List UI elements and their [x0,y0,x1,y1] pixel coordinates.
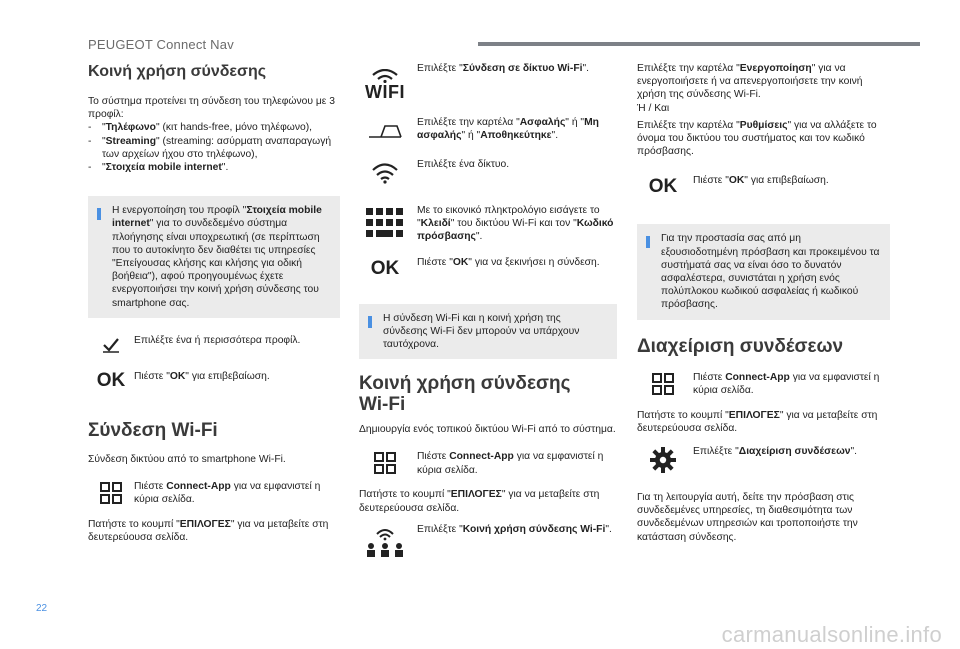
grid-icon [88,478,134,508]
bullet-streaming: - "Streaming" (streaming: ασύρματη αναπαραγωγή των αρχείων ήχου στο τηλέφωνο), [88,135,332,160]
section-title-wifi-connection: Σύνδεση Wi-Fi [88,419,218,441]
column-2 [359,62,617,561]
step-connect-app: Πιέστε Connect-App για να εμφανιστεί η κύρια σελίδα. [637,369,890,399]
column-1 [88,62,340,544]
bullet-phone: - "Τηλέφωνο" (κιτ hands-free, μόνο τηλέφωνο), [88,122,313,134]
wifi-intro: Σύνδεση δικτύου από το smartphone Wi-Fi. [88,453,286,465]
ok-icon: OK [648,176,678,198]
info-icon [368,316,372,328]
settings-instruction: Επιλέξτε την καρτέλα "Ρυθμίσεις" για να αλλάξετε το όνομα του δικτύου του συστήματος και τον κωδικό πρόσβασης. [637,119,877,158]
info-box-mobile-data: Η ενεργοποίηση του προφίλ "Στοιχεία mobile internet" για το συνδεδεμένο σύστημα πλοήγησης είναι υποχρεωτική (σε περίπτωση που το αυτοκίνητο δεν διαθέτει τις υπηρεσίες "Επείγουσας κλήσης και κλήσης για οδική βοήθεια"), αφού προηγουμένως έχετε ενεργοποιήσει την κοινή χρήση σύνδεσης του smartphone σας. [88,196,340,318]
section-title-wifi-sharing: Κοινή χρήση σύνδεσης Wi-Fi [359,373,571,416]
checkbox-icon [88,330,134,360]
grid-icon [359,448,411,478]
step-select-profiles: Επιλέξτε ένα ή περισσότερα προφίλ. [88,330,340,360]
step-connect-app: Πιέστε Connect-App για να εμφανιστεί η κύρια σελίδα. [88,478,340,508]
page-number: 22 [36,603,48,614]
step-ok-confirm: OK Πιέστε "OK" για επιβεβαίωση. [88,366,340,396]
section-title-connection-management: Διαχείριση συνδέσεων [637,335,844,357]
watermark: carmanualsonline.info [721,622,942,647]
step-connect-app: Πιέστε Connect-App για να εμφανιστεί η κύρια σελίδα. [359,448,617,478]
step-manage-connections: Επιλέξτε "Διαχείριση συνδέσεων". [637,443,890,477]
info-box-wifi-exclusive: Η σύνδεση Wi-Fi και η κοινή χρήση της σύνδεσης Wi-Fi δεν μπορούν να υπάρχουν ταυτόχρονα. [359,304,617,360]
wifi-sharing-intro: Δημιουργία ενός τοπικού δικτύου Wi-Fi από το σύστημα. [359,424,616,436]
step-enter-key: Με το εικονικό πληκτρολόγιο εισάγετε το "Κλειδί" του δικτύου Wi-Fi και τον "Κωδικό πρόσβασης". [359,204,617,244]
profiles-intro: Το σύστημα προτείνει τη σύνδεση του τηλεφώνου με 3 προφίλ: [88,96,335,121]
header-title: PEUGEOT Connect Nav [88,37,234,52]
step-wifi-network: WIFI Επιλέξτε "Σύνδεση σε δίκτυο Wi-Fi". [359,62,617,108]
section-title-connection-sharing: Κοινή χρήση σύνδεσης [88,63,267,80]
step-select-network: Επιλέξτε ένα δίκτυο. [359,158,617,188]
ok-icon: OK [96,369,126,391]
keyboard-icon [359,204,411,242]
tabs-icon [359,116,411,146]
options-instruction: Πατήστε το κουμπί "ΕΠΙΛΟΓΕΣ" για να μεταβείτε στη δευτερεύουσα σελίδα. [637,409,878,434]
options-instruction: Πατήστε το κουμπί "ΕΠΙΛΟΓΕΣ" για να μεταβείτε στη δευτερεύουσα σελίδα. [359,489,600,514]
header-rule [478,42,920,46]
step-ok-confirm: OK Πιέστε "OK" για επιβεβαίωση. [637,172,890,202]
grid-icon [637,369,689,399]
share-network-icon [359,523,411,561]
column-3 [637,62,890,544]
activation-instruction: Επιλέξτε την καρτέλα "Ενεργοποίηση" για να ενεργοποιήσετε ή να απενεργοποιήσετε την κοινή χρήση της σύνδεσης Wi-Fi. [637,63,863,101]
wifi-icon: WIFI [359,62,411,108]
options-instruction: Πατήστε το κουμπί "ΕΠΙΛΟΓΕΣ" για να μεταβείτε στη δευτερεύουσα σελίδα. [88,519,329,544]
closing-text: Για τη λειτουργία αυτή, δείτε την πρόσβαση στις συνδεδεμένες υπηρεσίες, τη διαθεσιμότητα των συνδεδεμένων υπηρεσιών και τροποποιήστε την κατάσταση σύνδεσης. [637,492,858,543]
step-select-tab: Επιλέξτε την καρτέλα "Ασφαλής" ή "Μη ασφαλής" ή "Αποθηκεύτηκε". [359,116,617,146]
or-text: Ή / Και [637,102,670,114]
info-icon [97,208,101,220]
info-box-security: Για την προστασία σας από μη εξουσιοδοτημένη πρόσβαση και προκειμένου τα συστήματά σας να είναι όσο το δυνατόν ασφαλέστερα, συνιστάται η χρήση ενός πολύπλοκου κωδικού ασφαλείας ή κωδικού πρόσβασης. [637,224,890,319]
ok-icon: OK [370,257,400,279]
bullet-mobile-data: - "Στοιχεία mobile internet". [88,162,229,174]
step-share-wifi: Επιλέξτε "Κοινή χρήση σύνδεσης Wi-Fi". [359,523,617,561]
wifi-signal-icon [359,158,411,188]
gear-icon [637,443,689,477]
step-ok-start: OK Πιέστε "OK" για να ξεκινήσει η σύνδεση. [359,254,617,284]
info-icon [646,236,650,248]
